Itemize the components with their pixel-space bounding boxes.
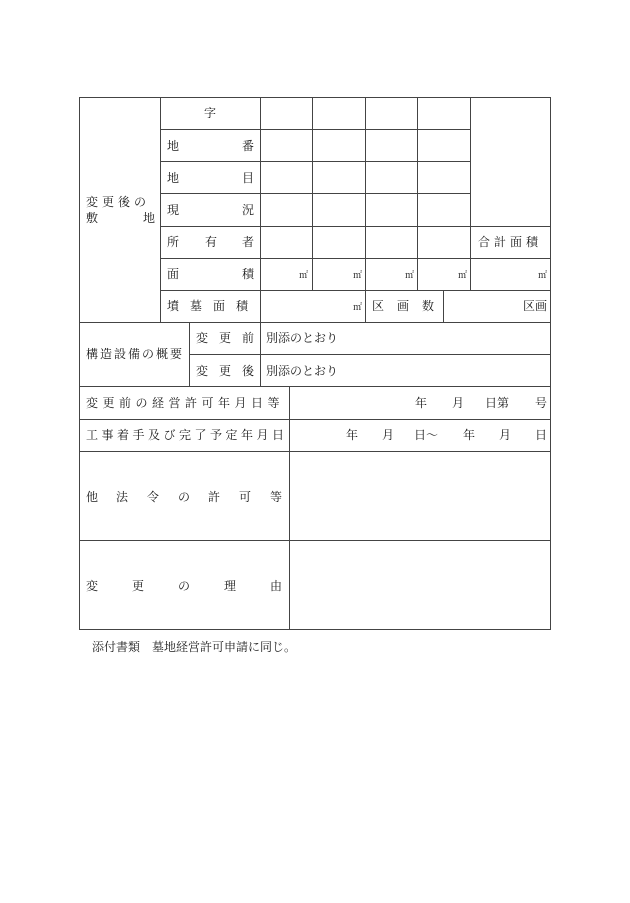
construction-label: 工事着手及び完了予定年月日 [86, 428, 288, 442]
other-permits-char-4: の [178, 490, 191, 504]
reason-char-5: 由 [270, 579, 283, 593]
table-border-left [79, 97, 80, 630]
genkyo-label-right: 況 [242, 203, 255, 217]
grave-area-unit: ㎡ [353, 303, 363, 313]
row-line [160, 290, 551, 291]
area-label-right: 積 [242, 267, 255, 281]
col-line [189, 322, 190, 387]
row-line [79, 451, 551, 452]
construction-day2: 日 [535, 428, 548, 442]
area-unit-total: ㎡ [538, 271, 548, 281]
structure-after-value: 別添のとおり [266, 364, 339, 378]
col-line [417, 97, 418, 291]
permit-day-no: 日第 [485, 396, 510, 410]
structure-before-label: 変更前 [196, 331, 266, 345]
permit-month: 月 [452, 396, 465, 410]
owner-label-1: 所 [167, 235, 180, 249]
row-line [160, 258, 551, 259]
permit-year: 年 [415, 396, 428, 410]
permit-date-label: 変更前の経営許可年月日等 [86, 396, 285, 410]
col-line [289, 386, 290, 630]
row-line [160, 161, 470, 162]
chiban-label-left: 地 [167, 139, 180, 153]
total-area-label: 合計面積 [478, 235, 543, 249]
other-permits-char-7: 等 [270, 490, 283, 504]
site-label-line2-left: 敷 [86, 211, 99, 225]
construction-month2: 月 [499, 428, 512, 442]
plot-unit: 区画 [523, 299, 548, 313]
table-border-right [550, 97, 551, 630]
structure-before-value: 別添のとおり [266, 331, 339, 345]
site-label-line2-right: 地 [143, 211, 156, 225]
construction-year2: 年 [463, 428, 476, 442]
area-unit-4: ㎡ [458, 271, 468, 281]
reason-char-4: 理 [224, 579, 237, 593]
owner-label-2: 有 [205, 235, 218, 249]
other-permits-char-2: 法 [116, 490, 129, 504]
other-permits-char-1: 他 [86, 490, 99, 504]
owner-label-3: 者 [242, 235, 255, 249]
row-line [160, 193, 470, 194]
area-unit-1: ㎡ [299, 271, 309, 281]
aza-label: 字 [204, 106, 217, 120]
other-permits-char-6: 可 [239, 490, 252, 504]
other-permits-char-5: 許 [208, 490, 221, 504]
chimoku-label-left: 地 [167, 171, 180, 185]
reason-char-2: 更 [132, 579, 145, 593]
col-line [312, 97, 313, 291]
col-line [470, 97, 471, 291]
chiban-label-right: 番 [242, 139, 255, 153]
row-line [160, 129, 470, 130]
structure-after-label: 変更後 [196, 364, 266, 378]
row-line [189, 354, 551, 355]
site-label-line1: 変更後の [86, 195, 151, 209]
reason-char-1: 変 [86, 579, 99, 593]
plot-count-label: 区画数 [372, 299, 448, 313]
area-unit-2: ㎡ [353, 271, 363, 281]
table-border-bottom [79, 629, 551, 630]
genkyo-label-left: 現 [167, 203, 180, 217]
other-permits-char-3: 令 [147, 490, 160, 504]
row-line [79, 386, 551, 387]
col-line [160, 97, 161, 323]
chimoku-label-right: 目 [242, 171, 255, 185]
row-line [79, 322, 551, 323]
construction-month1: 月 [382, 428, 395, 442]
row-line [79, 419, 551, 420]
grave-area-label: 墳墓面積 [167, 299, 260, 313]
attachment-note: 添付書類 墓地経営許可申請に同じ。 [92, 640, 297, 654]
permit-go: 号 [535, 396, 548, 410]
structure-label: 構造設備の概要 [86, 347, 185, 361]
row-line [79, 540, 551, 541]
table-border-top [79, 97, 551, 98]
reason-char-3: の [178, 579, 191, 593]
construction-day1: 日〜 [414, 428, 439, 442]
area-label-left: 面 [167, 267, 180, 281]
area-unit-3: ㎡ [405, 271, 415, 281]
row-line [160, 226, 551, 227]
construction-year1: 年 [346, 428, 359, 442]
col-line [365, 97, 366, 323]
